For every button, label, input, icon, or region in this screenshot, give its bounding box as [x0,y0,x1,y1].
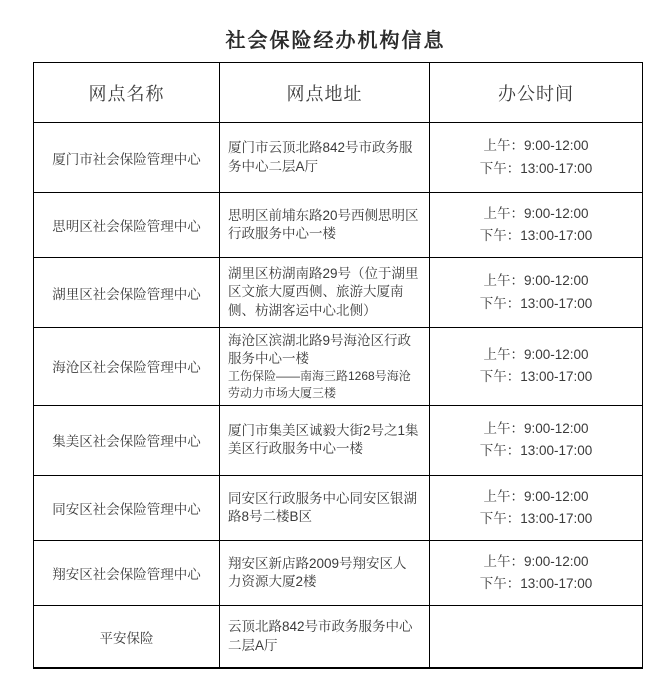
header-branch-address: 网点地址 [220,63,430,123]
branch-name-cell: 湖里区社会保险管理中心 [34,258,220,328]
table-row [34,475,643,540]
hours-afternoon: 下午：13:00-17:00 [479,160,593,176]
address-text: 翔安区新店路2009号翔安区人力资源大厦2楼 [228,555,407,589]
branch-address-cell [220,193,430,258]
hours-morning: 上午：9:00-12:00 [483,273,589,289]
hours-afternoon: 下午：13:00-17:00 [479,510,593,526]
hours-afternoon: 下午：13:00-17:00 [479,575,593,591]
address-text: 云顶北路842号市政务服务中心二层A厅 [228,619,413,653]
office-hours-cell [430,328,643,406]
table-row [34,405,643,475]
office-hours-cell [430,605,643,668]
office-hours-cell [430,258,643,328]
address-text: 同安区行政服务中心同安区银湖路8号二楼B区 [228,490,417,524]
office-hours-cell [430,123,643,193]
office-hours-cell [430,405,643,475]
hours-morning: 上午：9:00-12:00 [483,421,589,437]
branch-name-cell: 海沧区社会保险管理中心 [34,328,220,406]
office-hours-cell [430,193,643,258]
table-row [34,123,643,193]
branch-address-cell [220,258,430,328]
branch-address-cell [220,605,430,668]
hours-morning: 上午：9:00-12:00 [483,138,589,154]
table-row [34,193,643,258]
header-branch-name: 网点名称 [34,63,220,123]
office-hours-cell [430,475,643,540]
agency-table [33,62,643,669]
branch-name-cell: 平安保险 [34,605,220,668]
branch-name-cell: 思明区社会保险管理中心 [34,193,220,258]
hours-morning: 上午：9:00-12:00 [483,553,589,569]
office-hours-cell [430,540,643,605]
branch-name-cell: 同安区社会保险管理中心 [34,475,220,540]
branch-name-cell: 翔安区社会保险管理中心 [34,540,220,605]
address-text: 湖里区枋湖南路29号（位于湖里区文旅大厦西侧、旅游大厦南侧、枋湖客运中心北侧） [228,266,419,318]
hours-morning: 上午：9:00-12:00 [483,347,589,363]
hours-afternoon: 下午：13:00-17:00 [479,295,593,311]
table-row [34,328,643,406]
address-text: 海沧区滨湖北路9号海沧区行政服务中心一楼 [228,333,412,367]
branch-name-cell: 厦门市社会保险管理中心 [34,123,220,193]
hours-afternoon: 下午：13:00-17:00 [479,369,593,385]
table-row [34,258,643,328]
address-text: 厦门市云顶北路842号市政务服务中心二层A厅 [228,140,413,174]
branch-address-cell [220,405,430,475]
agency-table-body [34,123,643,669]
hours-afternoon: 下午：13:00-17:00 [479,443,593,459]
hours-morning: 上午：9:00-12:00 [483,488,589,504]
branch-address-cell [220,475,430,540]
table-header [34,63,643,123]
hours-morning: 上午：9:00-12:00 [483,205,589,221]
branch-name-cell: 集美区社会保险管理中心 [34,405,220,475]
table-row [34,540,643,605]
table-row [34,605,643,668]
hours-afternoon: 下午：13:00-17:00 [479,228,593,243]
address-text: 思明区前埔东路20号西侧思明区行政服务中心一楼 [228,207,419,241]
header-office-hours: 办公时间 [430,63,643,123]
branch-address-cell [220,123,430,193]
branch-address-cell [220,328,430,406]
address-text: 厦门市集美区诚毅大街2号之1集美区行政服务中心一楼 [228,423,419,457]
address-note-text: 工伤保险——南海三路1268号海沧劳动力市场大厦三楼 [228,369,411,400]
branch-address-cell [220,540,430,605]
header-row [34,63,643,123]
page-title: 社会保险经办机构信息 [225,30,446,52]
